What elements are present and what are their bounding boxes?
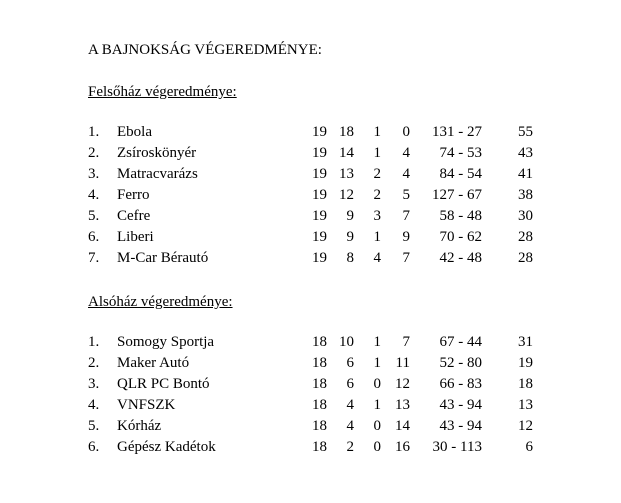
cell-wins: 2 <box>346 439 354 455</box>
cell-points: 43 <box>518 145 533 161</box>
cell-draws: 2 <box>373 166 381 182</box>
table-row <box>0 353 621 374</box>
cell-team: M-Car Bérautó <box>117 250 209 266</box>
cell-wins: 4 <box>346 397 354 413</box>
cell-wins: 8 <box>346 250 354 266</box>
table-row <box>0 395 621 416</box>
cell-rank: 1. <box>88 334 100 350</box>
cell-goals: 127 - 67 <box>432 187 482 203</box>
cell-losses: 9 <box>402 229 410 245</box>
cell-draws: 2 <box>373 187 381 203</box>
cell-team: Ebola <box>117 124 152 140</box>
cell-played: 19 <box>312 229 327 245</box>
cell-wins: 18 <box>339 124 354 140</box>
cell-losses: 4 <box>402 145 410 161</box>
cell-losses: 7 <box>402 250 410 266</box>
cell-team: VNFSZK <box>117 397 176 413</box>
cell-losses: 14 <box>395 418 410 434</box>
cell-losses: 12 <box>395 376 410 392</box>
cell-goals: 131 - 27 <box>432 124 482 140</box>
lower-house-heading: Alsóház végeredménye: <box>88 294 233 310</box>
cell-points: 55 <box>518 124 533 140</box>
cell-goals: 74 - 53 <box>439 145 482 161</box>
cell-wins: 10 <box>339 334 354 350</box>
cell-wins: 4 <box>346 418 354 434</box>
cell-draws: 0 <box>373 376 381 392</box>
cell-rank: 5. <box>88 208 100 224</box>
table-row <box>0 416 621 437</box>
cell-rank: 4. <box>88 397 100 413</box>
table-row <box>0 122 621 143</box>
cell-rank: 1. <box>88 124 100 140</box>
cell-played: 19 <box>312 166 327 182</box>
cell-rank: 4. <box>88 187 100 203</box>
cell-wins: 6 <box>346 376 354 392</box>
cell-draws: 1 <box>373 124 381 140</box>
cell-draws: 1 <box>373 229 381 245</box>
cell-points: 30 <box>518 208 533 224</box>
cell-played: 18 <box>312 418 327 434</box>
cell-losses: 5 <box>402 187 410 203</box>
cell-rank: 2. <box>88 145 100 161</box>
cell-losses: 7 <box>402 334 410 350</box>
table-row <box>0 143 621 164</box>
cell-points: 41 <box>518 166 533 182</box>
cell-wins: 14 <box>339 145 354 161</box>
cell-draws: 0 <box>373 439 381 455</box>
table-row <box>0 164 621 185</box>
cell-team: Liberi <box>117 229 154 245</box>
cell-goals: 66 - 83 <box>439 376 482 392</box>
upper-house-heading: Felsőház végeredménye: <box>88 84 237 100</box>
cell-points: 38 <box>518 187 533 203</box>
cell-rank: 3. <box>88 166 100 182</box>
cell-goals: 58 - 48 <box>439 208 482 224</box>
cell-goals: 67 - 44 <box>439 334 482 350</box>
cell-goals: 43 - 94 <box>439 397 482 413</box>
cell-draws: 1 <box>373 145 381 161</box>
cell-played: 19 <box>312 145 327 161</box>
cell-losses: 13 <box>395 397 410 413</box>
cell-draws: 3 <box>373 208 381 224</box>
cell-rank: 6. <box>88 229 100 245</box>
cell-rank: 3. <box>88 376 100 392</box>
cell-points: 28 <box>518 229 533 245</box>
cell-team: Kórház <box>117 418 162 434</box>
lower-house-table <box>0 332 621 458</box>
document-title: A BAJNOKSÁG VÉGEREDMÉNYE: <box>88 42 322 58</box>
table-row <box>0 332 621 353</box>
cell-played: 18 <box>312 397 327 413</box>
cell-goals: 42 - 48 <box>439 250 482 266</box>
cell-rank: 2. <box>88 355 100 371</box>
cell-points: 28 <box>518 250 533 266</box>
cell-team: QLR PC Bontó <box>117 376 210 392</box>
cell-points: 19 <box>518 355 533 371</box>
cell-played: 19 <box>312 250 327 266</box>
cell-played: 18 <box>312 355 327 371</box>
table-row <box>0 437 621 458</box>
cell-team: Gépész Kadétok <box>117 439 216 455</box>
cell-draws: 1 <box>373 334 381 350</box>
cell-played: 19 <box>312 187 327 203</box>
cell-played: 18 <box>312 439 327 455</box>
cell-wins: 9 <box>346 229 354 245</box>
cell-points: 12 <box>518 418 533 434</box>
cell-points: 6 <box>525 439 533 455</box>
cell-goals: 70 - 62 <box>439 229 482 245</box>
cell-losses: 16 <box>395 439 410 455</box>
cell-draws: 1 <box>373 355 381 371</box>
cell-played: 18 <box>312 334 327 350</box>
cell-rank: 6. <box>88 439 100 455</box>
cell-draws: 0 <box>373 418 381 434</box>
table-row <box>0 206 621 227</box>
upper-house-table <box>0 122 621 269</box>
cell-losses: 0 <box>402 124 410 140</box>
cell-team: Maker Autó <box>117 355 190 371</box>
table-row <box>0 227 621 248</box>
cell-wins: 9 <box>346 208 354 224</box>
cell-played: 19 <box>312 208 327 224</box>
cell-team: Ferro <box>117 187 150 203</box>
cell-rank: 7. <box>88 250 100 266</box>
cell-losses: 7 <box>402 208 410 224</box>
cell-points: 13 <box>518 397 533 413</box>
cell-wins: 12 <box>339 187 354 203</box>
cell-losses: 11 <box>395 355 410 371</box>
cell-rank: 5. <box>88 418 100 434</box>
cell-goals: 84 - 54 <box>439 166 482 182</box>
cell-losses: 4 <box>402 166 410 182</box>
cell-points: 18 <box>518 376 533 392</box>
cell-wins: 13 <box>339 166 354 182</box>
table-row <box>0 185 621 206</box>
table-row <box>0 248 621 269</box>
cell-wins: 6 <box>346 355 354 371</box>
cell-played: 19 <box>312 124 327 140</box>
cell-goals: 43 - 94 <box>439 418 482 434</box>
cell-draws: 4 <box>373 250 381 266</box>
cell-team: Somogy Sportja <box>117 334 215 350</box>
cell-points: 31 <box>518 334 533 350</box>
table-row <box>0 374 621 395</box>
cell-played: 18 <box>312 376 327 392</box>
cell-draws: 1 <box>373 397 381 413</box>
cell-goals: 52 - 80 <box>439 355 482 371</box>
cell-team: Zsíroskönyér <box>117 145 197 161</box>
cell-team: Cefre <box>117 208 151 224</box>
cell-team: Matracvarázs <box>117 166 198 182</box>
cell-goals: 30 - 113 <box>432 439 482 455</box>
